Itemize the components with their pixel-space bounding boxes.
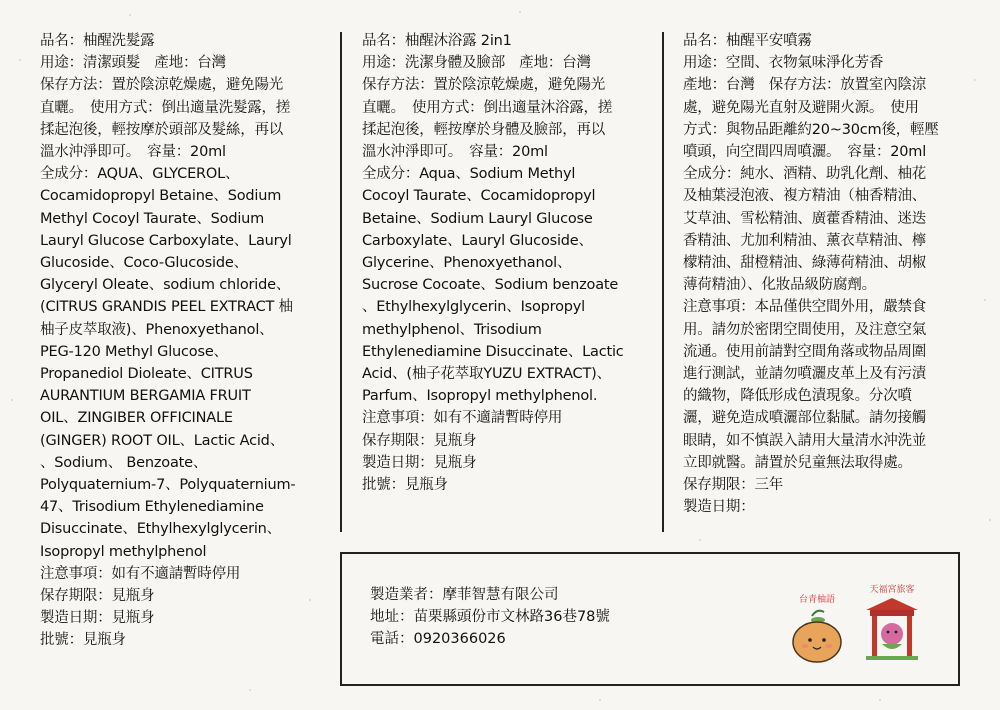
shampoo-text-line: 溫水沖淨即可。 容量：20ml bbox=[40, 144, 226, 161]
column-divider-right bbox=[662, 32, 664, 532]
spray-text-line: 全成分：純水、酒精、助乳化劑、柚花 bbox=[683, 166, 927, 183]
manufacturer-info bbox=[370, 584, 610, 651]
shampoo-text-line: Glyceryl Oleate、sodium chloride、 bbox=[40, 277, 291, 294]
spray-text-line: 進行測試，並請勿噴灑皮革上及有污漬 bbox=[683, 366, 927, 383]
shampoo-text-line: Polyquaternium-7、Polyquaternium- bbox=[40, 477, 296, 494]
bodywash-text-line: Acid、(柚子花萃取YUZU EXTRACT)、 bbox=[362, 366, 611, 383]
manufacturer-phone: 電話：0920366026 bbox=[370, 631, 506, 648]
spray-text-line: 方式：與物品距離約20~30cm後，輕壓 bbox=[683, 121, 939, 138]
spray-text-line: 用途：空間、衣物氣味淨化芳香 bbox=[683, 55, 884, 72]
spray-text-line: 品名：柚醒平安噴霧 bbox=[683, 33, 812, 49]
shampoo-text-line: Methyl Cocoyl Taurate、Sodium bbox=[40, 210, 265, 227]
bodywash-text-line: Ethylenediamine Disuccinate、Lactic bbox=[362, 343, 624, 360]
spray-label-column bbox=[683, 30, 968, 518]
bodywash-text-line: Carboxylate、Lauryl Glucoside、 bbox=[362, 232, 593, 249]
shampoo-text-line: 保存方法：置於陰涼乾燥處，避免陽光 bbox=[40, 77, 284, 94]
bodywash-text-line: 用途：洗潔身體及臉部 產地：台灣 bbox=[362, 55, 591, 72]
bodywash-text-line: Cocoyl Taurate、Cocamidopropyl bbox=[362, 188, 596, 205]
shampoo-label-column bbox=[40, 30, 325, 652]
spray-text-line: 薄荷精油）、化妝品級防腐劑。 bbox=[683, 277, 876, 294]
bodywash-text-line: methylphenol、Trisodium bbox=[362, 321, 542, 338]
shampoo-text-line: (GINGER) ROOT OIL、Lactic Acid、 bbox=[40, 432, 284, 449]
manufacturer-company: 製造業者：摩菲智慧有限公司 bbox=[370, 587, 559, 603]
bodywash-text-line: Glycerine、Phenoxyethanol、 bbox=[362, 255, 572, 272]
manufacturer-box bbox=[340, 552, 960, 686]
manufacturer-address: 地址：苗栗縣頭份市文林路36巷78號 bbox=[370, 609, 610, 626]
bodywash-text-line: 注意事項：如有不適請暫時停用 bbox=[362, 410, 563, 427]
spray-text-line: 用。請勿於密閉空間使用，及注意空氣 bbox=[683, 321, 927, 338]
shampoo-text-line: 品名：柚醒洗髮露 bbox=[40, 33, 155, 49]
bodywash-text-line: 溫水沖淨即可。 容量：20ml bbox=[362, 144, 548, 161]
bodywash-text-line: 批號：見瓶身 bbox=[362, 477, 448, 494]
shampoo-text-line: Lauryl Glucose Carboxylate、Lauryl bbox=[40, 232, 292, 249]
yuzu-mascot-logo bbox=[782, 590, 852, 670]
spray-text-line: 立即就醫。請置於兒童無法取得處。 bbox=[683, 454, 912, 471]
spray-text-line: 產地：台灣 保存方法：放置室內陰涼 bbox=[683, 77, 927, 94]
bodywash-text-line: 、Ethylhexylglycerin、Isopropyl bbox=[362, 299, 586, 316]
bodywash-text-line: 保存方法：置於陰涼乾燥處，避免陽光 bbox=[362, 77, 606, 94]
bodywash-text-line: 揉起泡後，輕按摩於身體及臉部，再以 bbox=[362, 121, 606, 138]
bodywash-text-line: 保存期限：見瓶身 bbox=[362, 432, 477, 449]
shampoo-text-line: 保存期限：見瓶身 bbox=[40, 588, 155, 605]
spray-text-line: 製造日期： bbox=[683, 499, 755, 516]
spray-text-line: 的織物，降低形成色漬現象。分次噴 bbox=[683, 388, 912, 405]
temple-logo bbox=[860, 582, 924, 672]
shampoo-text-line: 47、Trisodium Ethylenediamine bbox=[40, 499, 264, 516]
bodywash-text-line: Sucrose Cocoate、Sodium benzoate bbox=[362, 277, 619, 294]
bodywash-text-line: 全成分：Aqua、Sodium Methyl bbox=[362, 166, 576, 183]
spray-text-line: 處，避免陽光直射及避開火源。 使用 bbox=[683, 99, 919, 116]
bodywash-text-line: 品名：柚醒沐浴露 2in1 bbox=[362, 33, 512, 49]
spray-text-line: 注意事項：本品僅供空間外用，嚴禁食 bbox=[683, 299, 927, 316]
yuzu-logo-text: 台青柚語 bbox=[798, 595, 836, 605]
shampoo-text-line: Propanediol Dioleate、CITRUS bbox=[40, 366, 253, 383]
bodywash-text-line: 直曬。 使用方式：倒出適量沐浴露，搓 bbox=[362, 99, 613, 116]
spray-text-line: 眼睛，如不慎誤入請用大量清水沖洗並 bbox=[683, 432, 927, 449]
shampoo-text-line: 全成分：AQUA、GLYCEROL、 bbox=[40, 166, 240, 183]
spray-text-line: 流通。使用前請對空間角落或物品周圍 bbox=[683, 343, 927, 360]
shampoo-text-line: 批號：見瓶身 bbox=[40, 632, 126, 649]
shampoo-text-line: Cocamidopropyl Betaine、Sodium bbox=[40, 188, 282, 205]
shampoo-text-line: Disuccinate、Ethylhexylglycerin、 bbox=[40, 521, 281, 538]
shampoo-text-line: (CITRUS GRANDIS PEEL EXTRACT 柚 bbox=[40, 299, 293, 316]
spray-text-line: 及柚葉浸泡液、複方精油（柚香精油、 bbox=[683, 188, 927, 205]
shampoo-text-line: AURANTIUM BERGAMIA FRUIT bbox=[40, 388, 251, 405]
spray-text-line: 香精油、尤加利精油、薰衣草精油、檸 bbox=[683, 232, 927, 249]
spray-text-line: 艾草油、雪松精油、廣藿香精油、迷迭 bbox=[683, 210, 927, 227]
shampoo-text-line: 揉起泡後，輕按摩於頭部及髮絲，再以 bbox=[40, 121, 284, 138]
spray-text-line: 噴頭，向空間四周噴灑。 容量：20ml bbox=[683, 144, 927, 161]
shampoo-text-line: PEG-120 Methyl Glucose、 bbox=[40, 343, 228, 360]
temple-logo-text: 天福宮旅客 bbox=[869, 585, 915, 595]
column-divider-left bbox=[340, 32, 342, 532]
shampoo-text-line: 製造日期：見瓶身 bbox=[40, 610, 155, 627]
shampoo-text-line: 用途：清潔頭髮 產地：台灣 bbox=[40, 55, 226, 72]
shampoo-text-line: 注意事項：如有不適請暫時停用 bbox=[40, 565, 241, 582]
bodywash-text-line: 製造日期：見瓶身 bbox=[362, 454, 477, 471]
bodywash-label-column bbox=[362, 30, 650, 496]
bodywash-text-line: Betaine、Sodium Lauryl Glucose bbox=[362, 210, 593, 227]
shampoo-text-line: Isopropyl methylphenol bbox=[40, 543, 207, 560]
spray-text-line: 保存期限：三年 bbox=[683, 477, 784, 494]
bodywash-text-line: Parfum、Isopropyl methylphenol. bbox=[362, 388, 598, 405]
shampoo-text-line: Glucoside、Coco-Glucoside、 bbox=[40, 255, 248, 272]
shampoo-text-line: 、Sodium、 Benzoate、 bbox=[40, 454, 208, 471]
shampoo-text-line: 柚子皮萃取液)、Phenoxyethanol、 bbox=[40, 321, 274, 338]
shampoo-text-line: OIL、ZINGIBER OFFICINALE bbox=[40, 410, 233, 427]
shampoo-text-line: 直曬。 使用方式：倒出適量洗髮露，搓 bbox=[40, 99, 291, 116]
spray-text-line: 檬精油、甜橙精油、綠薄荷精油、胡椒 bbox=[683, 255, 927, 272]
spray-text-line: 灑，避免造成噴灑部位黏膩。請勿接觸 bbox=[683, 410, 927, 427]
